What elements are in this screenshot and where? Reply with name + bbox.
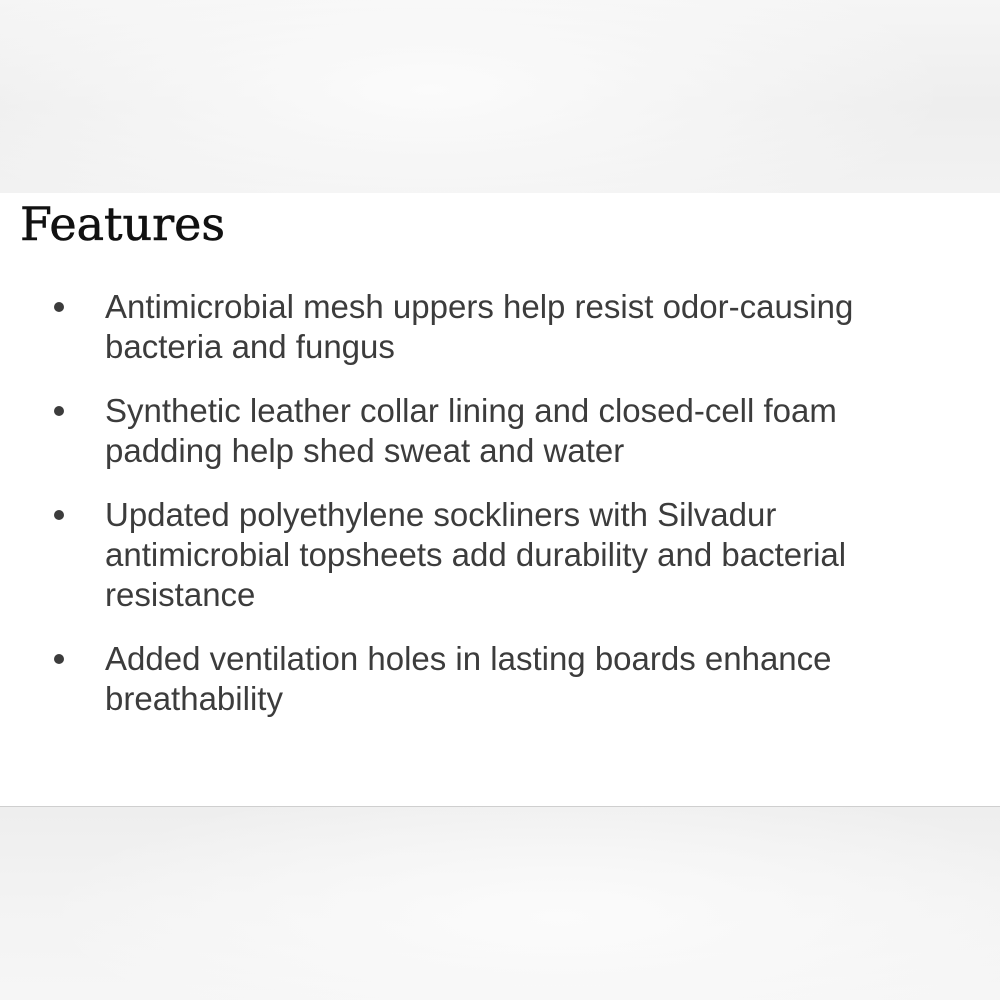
list-item bbox=[0, 639, 1000, 719]
bullet-icon bbox=[54, 654, 64, 664]
list-item bbox=[0, 391, 1000, 471]
list-item-text: Synthetic leather collar lining and closed-cell foam padding help shed sweat and water bbox=[105, 392, 837, 469]
list-item-text: Added ventilation holes in lasting boards enhance breathability bbox=[105, 640, 832, 717]
features-list bbox=[0, 287, 1000, 743]
blurred-backdrop-bottom bbox=[0, 807, 1000, 1000]
bullet-icon bbox=[54, 406, 64, 416]
list-item-text: Updated polyethylene sockliners with Silvadur antimicrobial topsheets add durability and bacterial resistance bbox=[105, 496, 847, 613]
blurred-backdrop-top bbox=[0, 0, 1000, 193]
bullet-icon bbox=[54, 302, 64, 312]
list-item bbox=[0, 287, 1000, 367]
features-heading: Features bbox=[20, 197, 225, 251]
list-item-text: Antimicrobial mesh uppers help resist odor-causing bacteria and fungus bbox=[105, 288, 854, 365]
features-panel bbox=[0, 193, 1000, 807]
bullet-icon bbox=[54, 510, 64, 520]
list-item bbox=[0, 495, 1000, 615]
